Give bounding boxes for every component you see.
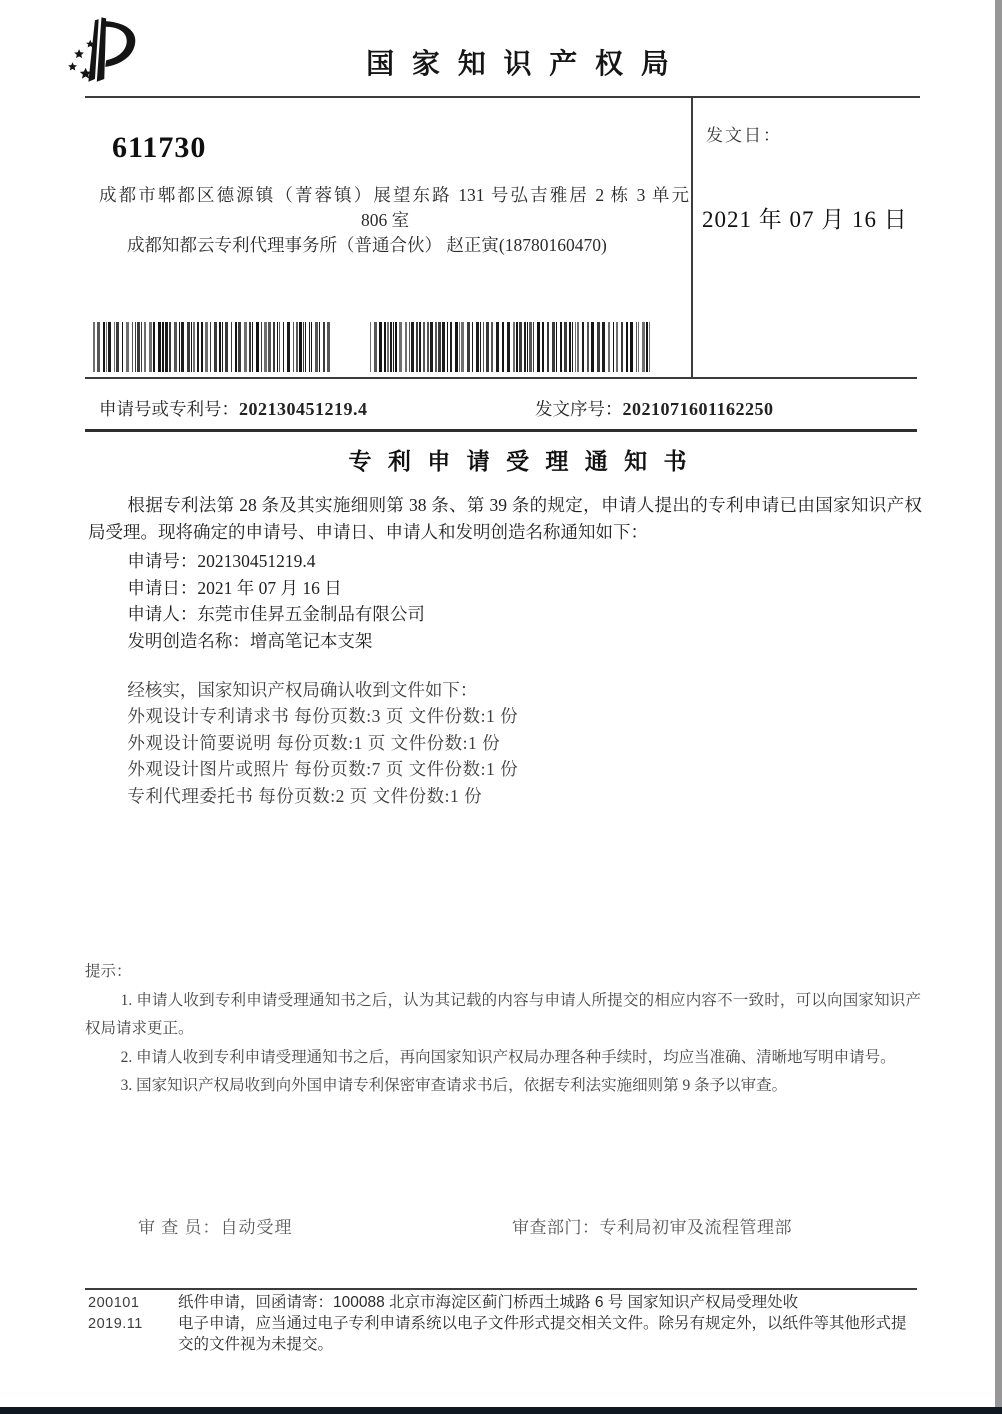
received-document-item: 外观设计简要说明 每份页数:1 页 文件份数:1 份 — [127, 732, 501, 753]
serial-number-value: 2021071601162250 — [622, 399, 774, 419]
footer-form-code: 200101 — [88, 1295, 140, 1311]
footer-form-codes — [88, 1293, 143, 1335]
dispatch-date-label: 发文日： — [706, 126, 782, 145]
examining-department-field — [512, 1213, 792, 1238]
document-title: 专 利 申 请 受 理 通 知 书 — [348, 448, 692, 474]
barcode — [370, 322, 651, 372]
field-applicant: 申请人：东莞市佳昇五金制品有限公司 — [127, 604, 425, 625]
examining-department-label: 审查部门： — [512, 1218, 600, 1237]
scan-edge-bottom — [0, 1407, 1002, 1414]
intro-paragraph: 根据专利法第 28 条及其实施细则第 38 条、第 39 条的规定，申请人提出的专利申请已由国家知识产权局受理。现将确定的申请号、申请日、申请人和发明创造名称通知如下： — [88, 495, 922, 542]
examiner-value: 自动受理 — [220, 1218, 293, 1237]
hint-item-3: 3. 国家知识产权局收到向外国申请专利保密审查请求书后，依据专利法实施细则第 9 条予以审查。 — [120, 1077, 788, 1094]
hint-item-2: 2. 申请人收到专利申请受理通知书之后，再向国家知识产权局办理各种手续时，均应当准确、清晰地写明申请号。 — [120, 1048, 896, 1066]
title-divider-line — [85, 429, 917, 432]
examining-department-value: 专利局初审及流程管理部 — [599, 1218, 792, 1237]
application-number-row — [99, 396, 368, 421]
dispatch-box-left-border — [691, 96, 693, 378]
notice-body — [88, 492, 922, 810]
application-number-value: 202130451219.4 — [239, 399, 368, 419]
examiner-label: 审 查 员： — [138, 1218, 221, 1237]
hints-section — [85, 958, 921, 1101]
recipient-code: 611730 — [112, 131, 207, 164]
barcode-section-bottom-line — [85, 377, 917, 379]
hints-title: 提示： — [85, 963, 132, 980]
barcode — [93, 322, 331, 372]
footer-note-paper: 纸件申请，回函请寄：100088 北京市海淀区蓟门桥西土城路 6 号 国家知识产权局受理处收 — [178, 1294, 799, 1311]
recipient-agent-line: 成都知都云专利代理事务所（普通合伙） 赵正寅(18780160470) — [127, 235, 607, 255]
hint-item-1: 1. 申请人收到专利申请受理通知书之后，认为其记载的内容与申请人所提交的相应内容不一致时，可以向国家知识产权局请求更正。 — [85, 991, 921, 1037]
examiner-field — [138, 1213, 293, 1238]
application-number-label: 申请号或专利号： — [99, 399, 239, 419]
received-documents-intro: 经核实，国家知识产权局确认收到文件如下： — [127, 679, 478, 700]
field-invention-title: 发明创造名称：增高笔记本支架 — [127, 630, 373, 651]
footer-divider-line — [85, 1288, 917, 1290]
serial-number-row — [535, 396, 774, 421]
received-document-item: 外观设计专利请求书 每份页数:3 页 文件份数:1 份 — [127, 706, 519, 727]
recipient-address-line1: 成都市郫都区德源镇（菁蓉镇）展望东路 131 号弘吉雅居 2 栋 3 单元 — [99, 185, 689, 205]
agency-title: 国 家 知 识 产 权 局 — [366, 48, 674, 79]
dispatch-date-value: 2021 年 07 月 16 日 — [702, 207, 908, 232]
serial-number-label: 发文序号： — [535, 399, 623, 419]
footer-notes — [178, 1292, 920, 1355]
footer-note-electronic: 电子申请，应当通过电子专利申请系统以电子文件形式提交相关文件。除另有规定外，以纸件等其他形式提交的文件视为未提交。 — [178, 1315, 907, 1353]
application-fields — [88, 548, 922, 654]
footer-form-code: 2019.11 — [88, 1316, 143, 1332]
received-document-item: 外观设计图片或照片 每份页数:7 页 文件份数:1 份 — [127, 759, 519, 780]
field-application-number: 申请号：202130451219.4 — [127, 551, 316, 572]
scan-edge-right — [995, 0, 1002, 1414]
received-document-item: 专利代理委托书 每份页数:2 页 文件份数:1 份 — [127, 785, 483, 806]
received-documents-section — [88, 677, 922, 810]
header-divider-line — [85, 96, 920, 98]
recipient-address-line2: 806 室 — [360, 210, 410, 230]
field-application-date: 申请日：2021 年 07 月 16 日 — [127, 577, 342, 598]
